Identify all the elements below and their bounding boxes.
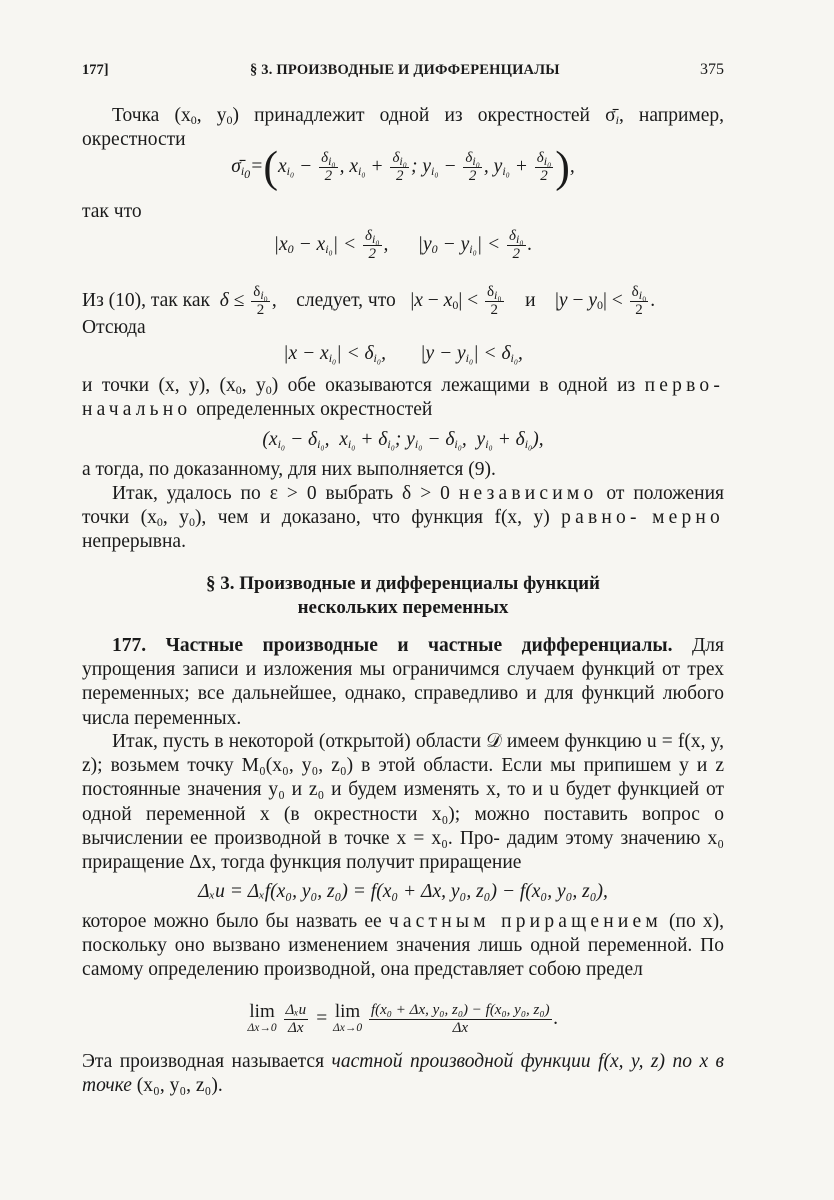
formula-delta-bounds: $|x - x_{i_0}| < \delta_{i_0}$, $|y - y_{i_0}| < \delta_{i_0}$, [283, 343, 523, 365]
paragraph-definition: Эта производная называется частной производной функции f(x, y, z) по x в точке (x₀, y₀, z₀). [82, 1051, 725, 1097]
formula-neighborhood: $\sigmā_{i_0}=(x_{i_0}$ − $\frac{\delta_{i_0}}{2}$ , $x_{i_0}$ + $\frac{\delta_{i_0}}{2}$ ; $y_{i_0}$ − $\frac{\delta_{i_0}}{2}$ , $y_{i_0}$ + $\frac{\delta_{i_0}}{2}$ ), [231, 142, 575, 192]
formula-inequalities: $|x_0 - x_{i_0}|$ < $\frac{\delta_{i_0}}{2}$ , $|y_0 - y_{i_0}|$ < $\frac{\delta_{i_0}}{2}$ . [273, 228, 533, 262]
lim-operator-2: lim Δx→0 [333, 1000, 363, 1034]
paragraph-both-points: и точки (x, y), ($x_0$, $y_0$) обе оказываются лежащими в одной из перво- начально определенных окрестностей [82, 375, 725, 421]
paragraph-partial-increment: которое можно было бы назвать ее частным приращением (по x), поскольку оно вызвано изменением значения лишь одной переменной. По самому определению производной, она представляет собою предел [82, 911, 724, 981]
formula-original-neighborhood: ($x_{i_0} - \delta_{i_0}$, $x_{i_0} + \delta_{i_0}$; $y_{i_0} - \delta_{i_0}$, $y_{i_0} + \delta_{i_0}$), [262, 429, 544, 451]
paragraph-from-10: Из (10), так как δ ≤ $\frac{\delta_{i_0}}{2}$ , следует, что $|x - x_0|$ < $\frac{\delta_{i_0}}{2}$ и $|y - y_0|$ < $\frac{\delta_{i_0}}{2}$ . [82, 284, 656, 318]
lim-operator: lim Δx→0 [247, 1000, 277, 1034]
formula-partial-increment: Δₓu = Δₓf(x₀, y₀, z₀) = f(x₀ + Δx, y₀, z₀) − f(x₀, y₀, z₀), [198, 881, 608, 902]
text-otsyuda: Отсюда [82, 317, 146, 338]
header-title: § 3. ПРОИЗВОДНЫЕ И ДИФФЕРЕНЦИАЛЫ [250, 62, 560, 78]
paragraph-177: 177. Частные производные и частные дифференциалы. Для упрощения записи и изложения мы ограничимся случаем функций от трех переменных; все дальнейшее, однако, справедливо и для функций любого числа переменных. [82, 635, 725, 729]
header-section-ref: 177] [82, 62, 109, 78]
formula-limit: lim Δx→0 $\frac{\text{Δₓu}}{\Delta x}$ = lim Δx→0 $\frac{\text{f(x₀ + Δx, y₀, z₀) − f(x₀, y₀, z₀)}}{\Delta x}$ . [247, 1000, 559, 1036]
subsection-heading: 177. Частные производные и частные дифференциалы. [112, 635, 673, 656]
page-number: 375 [700, 61, 724, 78]
paragraph-function-u: Итак, пусть в некоторой (открытой) области 𝒟 имеем функцию u = f(x, y, z); возьмем точку M₀(x₀, y₀, z₀) в этой области. Если мы припишем y и z постоянные значения y₀ и z₀ и будем изменять x, то и u будет функцией от одной переменной x (в окрестности x₀); можно поставить вопрос о вычислении ее производной в точке x = x₀. Про- дадим этому значению x₀ приращение Δx, тогда функция получит приращение [82, 731, 725, 874]
paragraph-by-proven: а тогда, по доказанному, для них выполняется (9). [82, 459, 496, 480]
section-title-line1: § 3. Производные и дифференциалы функций [206, 573, 600, 594]
section-title-line2: нескольких переменных [297, 597, 509, 618]
section-title [82, 572, 724, 620]
text-tak-chto: так что [82, 201, 142, 222]
running-header [82, 58, 724, 82]
paragraph-uniform-continuity: Итак, удалось по ε > 0 выбрать δ > 0 независимо от положения точки ($x_0$, $y_0$), чем и доказано, что функция f(x, y) равно- мерно непрерывна. [82, 483, 725, 553]
paragraph-point: Точка ($x_0$, $y_0$) принадлежит одной из окрестностей $\sigmā_i$, например, окрестности [82, 105, 725, 151]
